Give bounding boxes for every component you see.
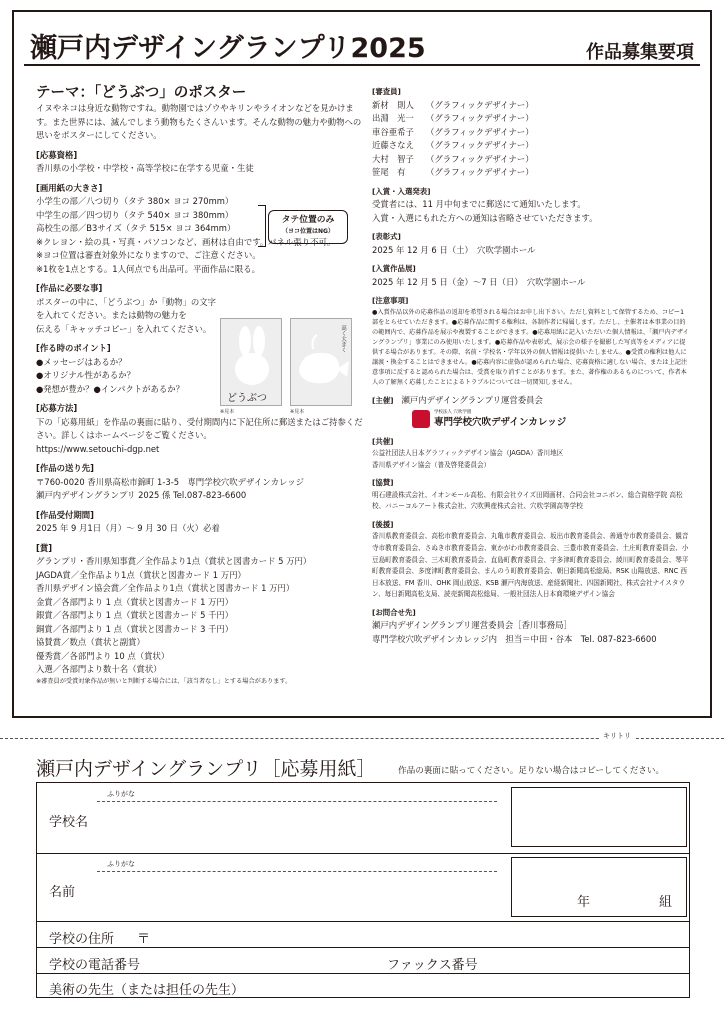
coop-body: 明石建設株式会社、イオンモール高松、有限会社ウイズ田岡画材、合同会社コニボン、総合資格学院 高松校、バニーコルアート株式会社、穴吹興産株式会社、穴吹学園高等学校: [372, 490, 683, 511]
prize-item: 銀賞／各部門より 1 点（賞状と図書カード 5 千円）: [36, 610, 234, 620]
furigana-label: ふりがな: [107, 790, 135, 798]
teacher-label: 美術の先生（または担任の先生）: [49, 983, 245, 998]
need-line: 伝える「キャッチコピー」を入れてください。: [36, 323, 212, 334]
judge-role: （グラフィックデザイナー）: [426, 153, 534, 164]
prize-item: JAGDA賞／全作品より1点（賞状と図書カード 1 万円）: [36, 569, 246, 580]
cohost-heading: [共催]: [372, 436, 394, 446]
judge-name: 新材 則人: [372, 99, 414, 110]
method-body: 下の「応募用紙」を作品の裏面に貼り、受付期間内に下記住所に郵送またはご持参ください。詳しくはホームページをご覧ください。: [36, 416, 363, 440]
host-body: 瀬戸内デザイングランプリ運営委員会: [401, 394, 543, 405]
page-subtitle: 作品募集要項: [586, 42, 694, 63]
send-line: 〒760-0020 香川県高松市錦町 1-3-5 専門学校穴吹デザインカレッジ: [36, 476, 305, 487]
judge-name: 笹尾 有: [372, 167, 406, 177]
exhibit-body: 2025 年 12 月 5 日（金）～7 日（日） 穴吹学園ホール: [372, 276, 586, 287]
size-line: 高校生の部／B3サイズ（タテ 515× ヨコ 364mm）: [36, 223, 236, 233]
support-heading: [後援]: [372, 519, 394, 529]
period-body: 2025 年 9 月1日（月）～ 9 月 30 日（火）必着: [36, 523, 220, 533]
postal-mark: 〒: [137, 932, 151, 947]
form-note: 作品の裏面に貼ってください。足りない場合はコピーしてください。: [398, 766, 665, 776]
coop-heading: [協賛]: [372, 478, 394, 488]
size-bracket: [258, 205, 266, 247]
support-body: 香川県教育委員会、高松市教育委員会、丸亀市教育委員会、坂出市教育委員会、善通寺市教育委員会、観音寺市教育委員会、さぬき市教育委員会、東かがわ市教育委員会、三豊市教育委員会、土庄町教育委員会、小豆島町教育委員会、三木町教育委員会、直島町教育委員会、宇多津町教育委員会、綾川町教育委員会、琴平町教育委員会、多度津町教育委員会、まんのう町教育委員会、朝日新聞高松総局、RSK 山陽放送、RNC 西日本放送、FM 香川、OHK 岡山放送、KSB 瀬戸内海放送、産経新聞社、四国新聞社、株式会社ナイスタウン、毎日新聞高松支局、読売新聞高松総局、一般社団法人日本商環境デザイン協会: [372, 532, 689, 599]
address-label: 学校の住所: [49, 932, 115, 947]
furigana-label: ふりがな: [107, 860, 135, 868]
announce-line: 入賞・入選にもれた方への通知は省略させていただきます。: [372, 212, 598, 223]
size-line: 小学生の部／八つ切り（タテ 380× ヨコ 270mm）: [36, 196, 234, 206]
size-note: ※クレヨン・絵の具・写真・パソコンなど、画材は自由です。パネル張り不可。: [36, 236, 336, 247]
college-logo-icon: [412, 410, 430, 428]
judge-name: 出淵 光一: [372, 113, 414, 123]
need-heading: [作品に必要な事]: [36, 283, 103, 293]
qualification-heading: [応募資格]: [36, 149, 78, 160]
badge-sub: （ヨコ位置はNG）: [282, 228, 334, 235]
form-divider: [37, 973, 689, 974]
prize-note: ※審査員が受賞対象作品が無いと判断する場合には、「該当者なし」とする場合があります。: [36, 677, 292, 685]
grade-label: 年: [577, 895, 591, 910]
form-title: 瀬戸内デザイングランプリ［応募用紙］: [36, 758, 376, 780]
right-column: [372, 80, 690, 646]
period-heading: [作品受付期間]: [36, 509, 94, 520]
cut-label: キリトリ: [600, 731, 634, 741]
size-heading: [画用紙の大きさ]: [36, 182, 103, 193]
prize-item: 金賞／各部門より 1 点（賞状と図書カード 1 万円）: [36, 596, 234, 607]
judges-list: [372, 99, 690, 180]
logo-small-text: 学校法人 穴吹学園: [434, 410, 472, 415]
judge-role: （グラフィックデザイナー）: [426, 99, 534, 110]
point-item: ●オリジナル性があるか？: [36, 370, 136, 380]
form-divider: [37, 853, 689, 854]
judge-role: （グラフィックデザイナー）: [426, 126, 534, 137]
sample-poster-whale: [290, 318, 352, 406]
announce-heading: [入賞・入選発表]: [372, 186, 431, 196]
judge-name: 車谷亜希子: [372, 126, 414, 137]
prize-heading: [賞]: [36, 542, 53, 553]
portrait-only-badge: [268, 210, 348, 244]
cohost-line: 香川県デザイン協会（普及啓発委員会）: [372, 460, 491, 469]
illus-label: どうぶつ: [227, 393, 267, 404]
prize-item: 入選／各部門より数十名（賞状）: [36, 664, 162, 674]
need-line: ポスターの中に、「どうぶつ」か「動物」の文字: [36, 296, 217, 307]
size-note: ※1枚を1点とする。1人何点でも出品可。平面作品に限る。: [36, 263, 261, 274]
prize-item: グランプリ・香川県知事賞／全作品より1点（賞状と図書カード 5 万円）: [36, 556, 312, 566]
ceremony-body: 2025 年 12 月 6 日（土） 穴吹学園ホール: [372, 244, 536, 255]
contact-line: 専門学校穴吹デザインカレッジ内 担当＝中田・谷本 Tel. 087-823-6600: [372, 633, 657, 644]
sample-note: ※見本: [220, 409, 235, 415]
website-url[interactable]: https://www.setouchi-dgp.net: [36, 443, 160, 454]
judge-role: （グラフィックデザイナー）: [426, 167, 534, 177]
furigana-divider: [97, 801, 497, 802]
phone-label: 学校の電話番号: [49, 958, 141, 973]
theme-heading: テーマ：「どうぶつ」のポスター: [36, 85, 247, 101]
school-name-label: 学校名: [49, 815, 89, 830]
judge-role: （グラフィックデザイナー）: [426, 113, 534, 123]
need-line: を入れてください。または動物の魅力を: [36, 310, 187, 320]
send-line: 瀬戸内デザイングランプリ 2025 係 Tel.087-823-6600: [36, 490, 247, 500]
sample-note: ※見本: [290, 409, 305, 415]
judges-heading: [審査員]: [372, 87, 401, 96]
announce-line: 受賞者には、11 月中旬までに郵送にて通知いたします。: [372, 199, 586, 209]
prize-item: 優秀賞／各部門より 10 点（賞状）: [36, 650, 170, 661]
name-label: 名前: [49, 885, 76, 900]
judge-name: 大村 智子: [372, 153, 414, 164]
exhibit-heading: [入賞作品展]: [372, 264, 416, 273]
illus-label: 高く大きく: [340, 325, 346, 353]
ceremony-heading: [表彰式]: [372, 232, 401, 241]
size-note: ※ヨコ位置は審査対象外になりますので、ご注意ください。: [36, 250, 261, 260]
notice-body: ●入賞作品以外の応募作品の返却を希望される場合はお申し出下さい。ただし資料として保管するため、コピー1部をとらせていただきます。●応募作品に関する権利は、各制作者に帰属します。ただし、主催者は本事業の目的の範囲内で、応募作品を展示や複製することができます。●応募用紙に記入いただいた個人情報は、「瀬戸内デザイングランプリ」事業にのみ使用いたします。●応募作品や表彰式、展示会の様子を撮影した写真等をメディアに提供する場合があります。その際、名前・学校名・学年以外の個人情報は提供いたしません。●受賞の権利は他人に譲渡・換金することはできません。●応募内容に虚偽が認められた場合、応募資格に適しない場合、または上記注意事項に反すると認められた場合は、受賞を取り消すことがあります。また、著作権のあるものについて、作者本人の了解無く応募したことによるトラブルについては一切関知しません。: [372, 308, 689, 386]
send-heading: [作品の送り先]: [36, 463, 94, 473]
prize-item: 協賛賞／数点（賞状と副賞）: [36, 637, 145, 647]
notice-heading: [注意事項]: [372, 296, 409, 305]
contact-heading: [お問合せ先]: [372, 607, 416, 617]
size-line: 中学生の部／四つ切り（タテ 540× ヨコ 380mm）: [36, 209, 234, 220]
logo-text: 専門学校穴吹デザインカレッジ: [434, 417, 567, 428]
badge-main: タテ位置のみ: [281, 215, 335, 225]
judge-name: 近藤さなえ: [372, 140, 414, 150]
furigana-divider: [97, 871, 497, 872]
sample-poster-rabbit: [220, 318, 282, 406]
qualification-body: 香川県の小学校・中学校・高等学校に在学する児童・生徒: [36, 163, 254, 173]
host-row: [372, 394, 690, 408]
class-label: 組: [659, 895, 673, 910]
host-heading: [主催]: [372, 395, 394, 405]
theme-body: イヌやネコは身近な動物ですね。動物園ではゾウやキリンやライオンなどを見かけます。また世界には、滅んでしまう動物もたくさんいます。そんな動物の魅力や動物への思いをポスターにしてください。: [36, 103, 362, 140]
point-item: ●発想が豊か？●インパクトがあるか？: [36, 383, 185, 394]
contact-line: 瀬戸内デザイングランプリ運営委員会［香川事務局］: [372, 620, 572, 631]
point-heading: [作る時のポイント]: [36, 343, 111, 353]
sponsor-logo: [412, 409, 690, 430]
school-name-field[interactable]: [511, 787, 687, 847]
fax-label: ファックス番号: [387, 958, 478, 973]
prize-item: 香川県デザイン協会賞／全作品より1点（賞状と図書カード 1 万円）: [36, 583, 295, 593]
form-divider: [37, 921, 689, 922]
method-heading: [応募方法]: [36, 403, 78, 413]
page-title: 瀬戸内デザイングランプリ2025: [30, 33, 426, 64]
entry-form: [36, 782, 690, 998]
cohost-line: 公益社団法人日本グラフィックデザイン協会（JAGDA）香川地区: [372, 449, 564, 457]
point-item: ●メッセージはあるか？: [36, 356, 127, 367]
judge-role: （グラフィックデザイナー）: [426, 140, 534, 150]
prize-item: 銅賞／各部門より 1 点（賞状と図書カード 3 千円）: [36, 623, 234, 634]
form-divider: [37, 947, 689, 948]
